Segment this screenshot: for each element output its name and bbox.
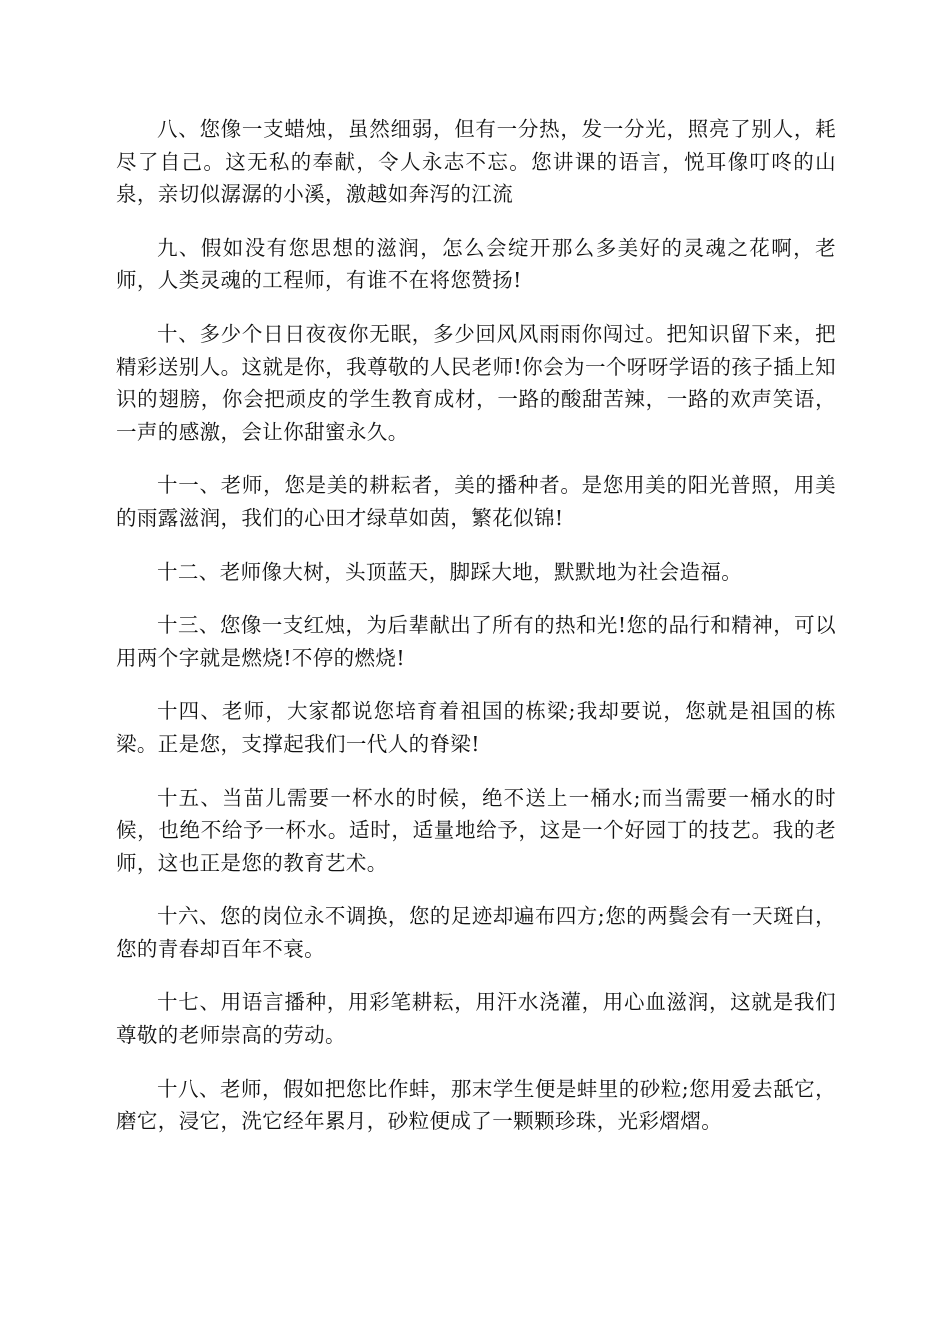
paragraph-17: 十七、用语言播种，用彩笔耕耘，用汗水浇灌，用心血滋润，这就是我们尊敬的老师崇高的劳动。 <box>116 990 836 1048</box>
paragraph-10: 十、多少个日日夜夜你无眠，多少回风风雨雨你闯过。把知识留下来，把精彩送别人。这就是你，我尊敬的人民老师!你会为一个呀呀学语的孩子插上知识的翅膀，你会把顽皮的学生教育成材，一路的酸甜苦辣，一路的欢声笑语，一声的感激，会让你甜蜜永久。 <box>116 321 836 444</box>
paragraph-16: 十六、您的岗位永不调换，您的足迹却遍布四方;您的两鬓会有一天斑白，您的青春却百年不衰。 <box>116 904 836 961</box>
paragraph-13: 十三、您像一支红烛，为后辈献出了所有的热和光!您的品行和精神，可以用两个字就是燃烧!不停的燃烧! <box>116 613 836 670</box>
paragraph-18: 十八、老师，假如把您比作蚌，那末学生便是蚌里的砂粒;您用爱去舐它，磨它，浸它，洗它经年累月，砂粒便成了一颗颗珍珠，光彩熠熠。 <box>116 1076 836 1134</box>
paragraph-14: 十四、老师，大家都说您培育着祖国的栋梁;我却要说，您就是祖国的栋梁。正是您，支撑起我们一代人的脊梁! <box>116 699 836 756</box>
paragraph-8: 八、您像一支蜡烛，虽然细弱，但有一分热，发一分光，照亮了别人，耗尽了自己。这无私的奉献，令人永志不忘。您讲课的语言，悦耳像叮咚的山泉，亲切似潺潺的小溪，激越如奔泻的江流 <box>116 117 836 207</box>
paragraph-11: 十一、老师，您是美的耕耘者，美的播种者。是您用美的阳光普照，用美的雨露滋润，我们的心田才绿草如茵，繁花似锦! <box>116 473 836 530</box>
paragraph-9: 九、假如没有您思想的滋润，怎么会绽开那么多美好的灵魂之花啊，老师，人类灵魂的工程师，有谁不在将您赞扬! <box>116 235 836 293</box>
paragraph-12: 十二、老师像大树，头顶蓝天，脚踩大地，默默地为社会造福。 <box>157 559 743 584</box>
document-body <box>116 113 836 1159</box>
paragraph-15: 十五、当苗儿需要一杯水的时候，绝不送上一桶水;而当需要一桶水的时候，也绝不给予一杯水。适时，适量地给予，这是一个好园丁的技艺。我的老师，这也正是您的教育艺术。 <box>116 785 836 875</box>
